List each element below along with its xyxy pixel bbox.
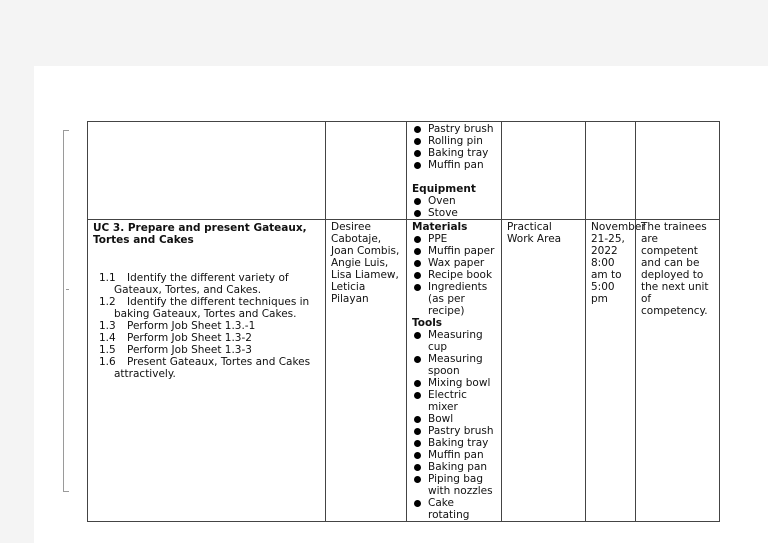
tools-tail-list: [412, 123, 496, 171]
table-row: [88, 122, 720, 220]
materials-heading: Materials: [412, 221, 468, 233]
remarks-cell: The trainees are competent and can be deployed to the next unit of competency.: [636, 220, 720, 522]
list-item: Muffin pan: [412, 159, 496, 171]
list-item: Recipe book: [412, 269, 496, 281]
schedule-cell: November 21-25, 2022 8:00 am to 5:00 pm: [586, 220, 636, 522]
training-plan-table: [87, 121, 720, 522]
unit-title: UC 3. Prepare and present Gateaux, Tortes and Cakes: [93, 222, 307, 246]
remarks-cell: [636, 122, 720, 220]
list-item: Stove: [412, 207, 496, 219]
list-item: Muffin paper: [412, 245, 496, 257]
list-item: Pastry brush: [412, 123, 496, 135]
list-item: 1.4 Perform Job Sheet 1.3-2: [99, 332, 252, 344]
list-item: 1.3 Perform Job Sheet 1.3.-1: [99, 320, 256, 332]
trainer-cell: Desiree Cabotaje, Joan Combis, Angie Luis, Lisa Liamew, Leticia Pilayan: [326, 220, 407, 522]
materials-list: [412, 233, 496, 317]
equipment-heading: Equipment: [412, 183, 476, 195]
equipment-list: [412, 195, 496, 219]
list-item: Pastry brush: [412, 425, 496, 437]
venue-cell: Practical Work Area: [502, 220, 586, 522]
list-item: Baking tray: [412, 147, 496, 159]
list-item: Measuring cup: [412, 329, 496, 353]
competency-cell: [88, 122, 326, 220]
list-item: Rolling pin: [412, 135, 496, 147]
list-item: Baking tray: [412, 437, 496, 449]
list-item: 1.2 Identify the different techniques in baking Gateaux, Tortes and Cakes.: [99, 296, 310, 320]
list-item: 1.6 Present Gateaux, Tortes and Cakes attractively.: [99, 356, 311, 380]
list-item: Electric mixer: [412, 389, 496, 413]
margin-bracket: [63, 130, 69, 492]
competency-cell: [88, 220, 326, 522]
list-item: Baking pan: [412, 461, 496, 473]
list-item: Piping bag with nozzles: [412, 473, 496, 497]
list-item: Bowl: [412, 413, 496, 425]
list-item: Mixing bowl: [412, 377, 496, 389]
resources-cell: [407, 122, 502, 220]
resources-cell: [407, 220, 502, 522]
list-item: PPE: [412, 233, 496, 245]
venue-cell: [502, 122, 586, 220]
list-item: 1.1 Identify the different variety of Gateaux, Tortes, and Cakes.: [99, 272, 289, 296]
list-item: Cake rotating: [412, 497, 496, 521]
list-item: Measuring spoon: [412, 353, 496, 377]
tools-heading: Tools: [412, 317, 443, 329]
schedule-cell: [586, 122, 636, 220]
list-item: Ingredients (as per recipe): [412, 281, 496, 317]
tools-list: [412, 329, 496, 521]
list-item: Oven: [412, 195, 496, 207]
margin-tick: [66, 289, 69, 290]
trainer-cell: [326, 122, 407, 220]
list-item: Wax paper: [412, 257, 496, 269]
learning-outcomes-list: [93, 272, 320, 380]
list-item: Muffin pan: [412, 449, 496, 461]
table-row: [88, 220, 720, 522]
list-item: 1.5 Perform Job Sheet 1.3-3: [99, 344, 252, 356]
